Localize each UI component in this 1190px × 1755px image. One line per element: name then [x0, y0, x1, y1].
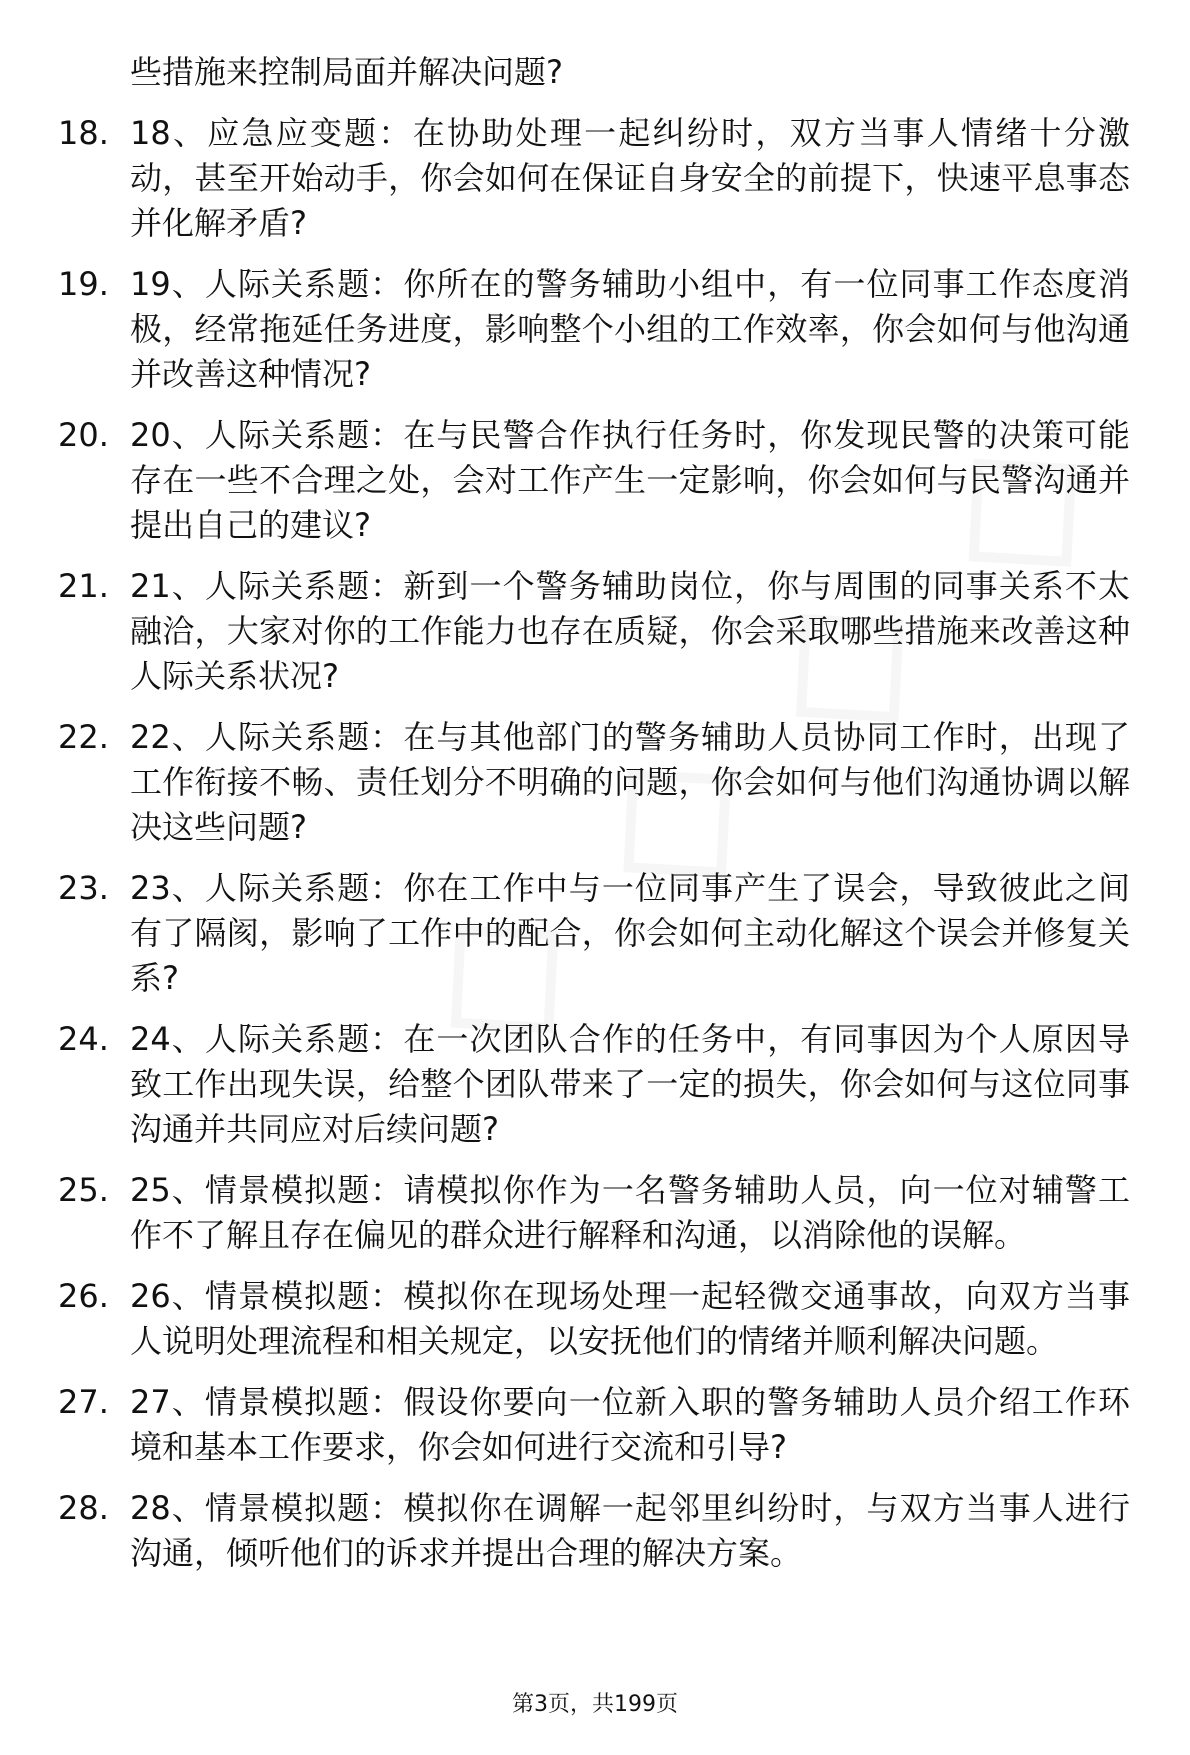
item-number: 19.: [58, 265, 109, 303]
list-item: [58, 262, 1158, 397]
page-footer: 第3页，共199页: [512, 1692, 678, 1717]
item-number: 24.: [58, 1020, 109, 1058]
item-number: 21.: [58, 567, 109, 605]
item-text: 21、人际关系题：新到一个警务辅助岗位，你与周围的同事关系不太融洽，大家对你的工作能力也存在质疑，你会采取哪些措施来改善这种人际关系状况?: [130, 567, 1130, 695]
list-item: [58, 1486, 1158, 1576]
item-number: 23.: [58, 869, 109, 907]
item-text: 20、人际关系题：在与民警合作执行任务时，你发现民警的决策可能存在一些不合理之处，会对工作产生一定影响，你会如何与民警沟通并提出自己的建议?: [130, 416, 1130, 544]
item-text: 24、人际关系题：在一次团队合作的任务中，有同事因为个人原因导致工作出现失误，给整个团队带来了一定的损失，你会如何与这位同事沟通并共同应对后续问题?: [130, 1020, 1130, 1148]
item-number: 25.: [58, 1171, 109, 1209]
list-item: [58, 1274, 1158, 1364]
list-item: [58, 564, 1158, 699]
item-number: 18.: [58, 114, 109, 152]
item-text: 28、情景模拟题：模拟你在调解一起邻里纠纷时，与双方当事人进行沟通，倾听他们的诉求并提出合理的解决方案。: [130, 1489, 1130, 1572]
list-item: [58, 866, 1158, 1001]
item-text: 19、人际关系题：你所在的警务辅助小组中，有一位同事工作态度消极，经常拖延任务进度，影响整个小组的工作效率，你会如何与他沟通并改善这种情况?: [130, 265, 1130, 393]
item-number: 27.: [58, 1383, 109, 1421]
item-text: 27、情景模拟题：假设你要向一位新入职的警务辅助人员介绍工作环境和基本工作要求，你会如何进行交流和引导?: [130, 1383, 1130, 1466]
list-item: [58, 1017, 1158, 1152]
item-text: 22、人际关系题：在与其他部门的警务辅助人员协同工作时，出现了工作衔接不畅、责任划分不明确的问题，你会如何与他们沟通协调以解决这些问题?: [130, 718, 1130, 846]
item-number: 22.: [58, 718, 109, 756]
item-number: 28.: [58, 1489, 109, 1527]
continued-text: 些措施来控制局面并解决问题?: [130, 53, 563, 91]
list-item: [58, 715, 1158, 850]
item-number: 26.: [58, 1277, 109, 1315]
item-number: 20.: [58, 416, 109, 454]
list-item: [58, 413, 1158, 548]
question-list: [58, 50, 1158, 1592]
item-text: 18、应急应变题：在协助处理一起纠纷时，双方当事人情绪十分激动，甚至开始动手，你会如何在保证自身安全的前提下，快速平息事态并化解矛盾?: [130, 114, 1130, 242]
list-item: [58, 1168, 1158, 1258]
list-item: [58, 1380, 1158, 1470]
item-text: 26、情景模拟题：模拟你在现场处理一起轻微交通事故，向双方当事人说明处理流程和相关规定，以安抚他们的情绪并顺利解决问题。: [130, 1277, 1130, 1360]
item-text: 25、情景模拟题：请模拟你作为一名警务辅助人员，向一位对辅警工作不了解且存在偏见的群众进行解释和沟通，以消除他的误解。: [130, 1171, 1130, 1254]
list-item: [58, 111, 1158, 246]
item-text: 23、人际关系题：你在工作中与一位同事产生了误会，导致彼此之间有了隔阂，影响了工作中的配合，你会如何主动化解这个误会并修复关系?: [130, 869, 1130, 997]
